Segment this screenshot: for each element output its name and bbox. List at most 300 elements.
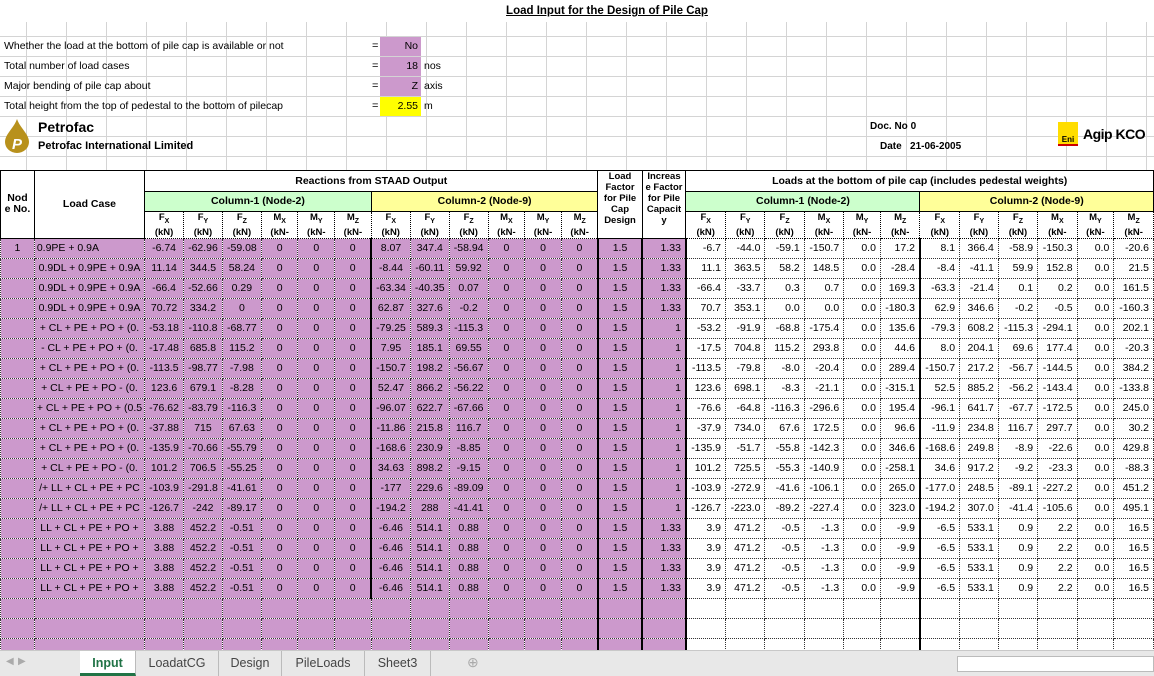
reaction-value-cell[interactable]: 715 <box>184 418 223 438</box>
reaction-value-cell[interactable]: 0 <box>335 298 372 318</box>
reaction-value-cell[interactable]: 115.2 <box>222 338 261 358</box>
load-case-cell[interactable]: /+ LL + CL + PE + PC <box>34 478 144 498</box>
node-no-cell[interactable] <box>1 418 35 438</box>
reaction-value-cell[interactable]: 67.63 <box>222 418 261 438</box>
empty-cell[interactable] <box>642 618 686 638</box>
load-factor-cell[interactable]: 1.5 <box>598 478 642 498</box>
reaction-value-cell[interactable]: 0 <box>488 518 525 538</box>
reaction-value-cell[interactable]: -89.09 <box>449 478 488 498</box>
reaction-value-cell[interactable]: 0.88 <box>449 578 488 598</box>
reaction-value-cell[interactable]: 0 <box>298 458 335 478</box>
reaction-value-cell[interactable]: 679.1 <box>184 378 223 398</box>
reaction-value-cell[interactable]: 0 <box>335 458 372 478</box>
reaction-value-cell[interactable]: 0 <box>488 418 525 438</box>
add-sheet-icon[interactable]: ⊕ <box>467 654 479 670</box>
load-case-cell[interactable]: + CL + PE + PO + (0.5 <box>34 398 144 418</box>
reaction-value-cell[interactable]: 0 <box>561 338 598 358</box>
reaction-value-cell[interactable]: 0 <box>525 418 562 438</box>
reaction-value-cell[interactable]: 0 <box>488 238 525 258</box>
reaction-value-cell[interactable]: -126.7 <box>145 498 184 518</box>
reaction-value-cell[interactable]: 0 <box>561 518 598 538</box>
reaction-value-cell[interactable]: -76.62 <box>145 398 184 418</box>
reaction-value-cell[interactable]: -56.67 <box>449 358 488 378</box>
node-no-cell[interactable]: 1 <box>1 238 35 258</box>
empty-cell[interactable] <box>222 598 261 618</box>
reaction-value-cell[interactable]: 0 <box>298 398 335 418</box>
reaction-value-cell[interactable]: 0 <box>261 358 298 378</box>
reaction-value-cell[interactable]: 0 <box>298 518 335 538</box>
reaction-value-cell[interactable]: 0 <box>525 298 562 318</box>
empty-cell[interactable] <box>488 618 525 638</box>
reaction-value-cell[interactable]: -8.28 <box>222 378 261 398</box>
increase-factor-cell[interactable]: 1.33 <box>642 278 686 298</box>
reaction-value-cell[interactable]: 706.5 <box>184 458 223 478</box>
increase-factor-cell[interactable]: 1 <box>642 398 686 418</box>
empty-cell[interactable] <box>561 598 598 618</box>
reaction-value-cell[interactable]: 0 <box>261 478 298 498</box>
reaction-value-cell[interactable]: 0 <box>298 438 335 458</box>
increase-factor-cell[interactable]: 1.33 <box>642 518 686 538</box>
empty-cell[interactable] <box>765 598 804 618</box>
empty-cell[interactable] <box>844 618 881 638</box>
empty-cell[interactable] <box>960 618 999 638</box>
increase-factor-cell[interactable]: 1 <box>642 478 686 498</box>
load-case-cell[interactable]: /+ LL + CL + PE + PC <box>34 498 144 518</box>
reaction-value-cell[interactable]: 452.2 <box>184 518 223 538</box>
reaction-value-cell[interactable]: 0 <box>298 378 335 398</box>
node-no-cell[interactable] <box>1 278 35 298</box>
reaction-value-cell[interactable]: 0 <box>561 278 598 298</box>
reaction-value-cell[interactable]: -89.17 <box>222 498 261 518</box>
reaction-value-cell[interactable]: -168.6 <box>371 438 410 458</box>
reaction-value-cell[interactable]: 0 <box>561 418 598 438</box>
reaction-value-cell[interactable]: -11.86 <box>371 418 410 438</box>
reaction-value-cell[interactable]: 62.87 <box>371 298 410 318</box>
reaction-value-cell[interactable]: -242 <box>184 498 223 518</box>
reaction-value-cell[interactable]: 0 <box>525 338 562 358</box>
sheet-tab-sheet3[interactable]: Sheet3 <box>365 651 431 676</box>
empty-cell[interactable] <box>335 618 372 638</box>
empty-cell[interactable] <box>1 598 35 618</box>
reaction-value-cell[interactable]: 8.07 <box>371 238 410 258</box>
empty-cell[interactable] <box>920 598 960 618</box>
reaction-value-cell[interactable]: -83.79 <box>184 398 223 418</box>
increase-factor-cell[interactable]: 1.33 <box>642 298 686 318</box>
reaction-value-cell[interactable]: 622.7 <box>410 398 449 418</box>
reaction-value-cell[interactable]: 123.6 <box>145 378 184 398</box>
load-factor-cell[interactable]: 1.5 <box>598 418 642 438</box>
empty-cell[interactable] <box>371 618 410 638</box>
reaction-value-cell[interactable]: -291.8 <box>184 478 223 498</box>
reaction-value-cell[interactable]: 0 <box>488 278 525 298</box>
load-factor-cell[interactable]: 1.5 <box>598 378 642 398</box>
node-no-cell[interactable] <box>1 478 35 498</box>
load-factor-cell[interactable]: 1.5 <box>598 558 642 578</box>
node-no-cell[interactable] <box>1 578 35 598</box>
empty-cell[interactable] <box>449 618 488 638</box>
load-factor-cell[interactable]: 1.5 <box>598 278 642 298</box>
empty-cell[interactable] <box>1114 618 1154 638</box>
reaction-value-cell[interactable]: 0 <box>525 278 562 298</box>
reaction-value-cell[interactable]: 0 <box>298 498 335 518</box>
empty-cell[interactable] <box>960 598 999 618</box>
reaction-value-cell[interactable]: 0 <box>561 478 598 498</box>
load-case-cell[interactable]: LL + CL + PE + PO + <box>34 578 144 598</box>
reaction-value-cell[interactable]: 0 <box>298 478 335 498</box>
node-no-cell[interactable] <box>1 438 35 458</box>
empty-cell[interactable] <box>222 618 261 638</box>
load-factor-cell[interactable]: 1.5 <box>598 458 642 478</box>
empty-cell[interactable] <box>725 598 764 618</box>
reaction-value-cell[interactable]: 0 <box>488 378 525 398</box>
node-no-cell[interactable] <box>1 518 35 538</box>
node-no-cell[interactable] <box>1 338 35 358</box>
reaction-value-cell[interactable]: -150.7 <box>371 358 410 378</box>
reaction-value-cell[interactable]: 0 <box>298 558 335 578</box>
reaction-value-cell[interactable]: 0 <box>335 378 372 398</box>
reaction-value-cell[interactable]: 0 <box>298 298 335 318</box>
increase-factor-cell[interactable]: 1 <box>642 498 686 518</box>
load-case-cell[interactable]: LL + CL + PE + PO + <box>34 518 144 538</box>
reaction-value-cell[interactable]: -6.46 <box>371 538 410 558</box>
reaction-value-cell[interactable]: 0 <box>335 478 372 498</box>
reaction-value-cell[interactable]: 0 <box>525 558 562 578</box>
reaction-value-cell[interactable]: 0 <box>488 338 525 358</box>
reaction-value-cell[interactable]: 0 <box>561 498 598 518</box>
reaction-value-cell[interactable]: 452.2 <box>184 538 223 558</box>
empty-cell[interactable] <box>686 618 726 638</box>
load-factor-cell[interactable]: 1.5 <box>598 578 642 598</box>
reaction-value-cell[interactable]: 0 <box>525 498 562 518</box>
reaction-value-cell[interactable]: -68.77 <box>222 318 261 338</box>
reaction-value-cell[interactable]: 0.88 <box>449 558 488 578</box>
reaction-value-cell[interactable]: 452.2 <box>184 578 223 598</box>
empty-cell[interactable] <box>725 618 764 638</box>
reaction-value-cell[interactable]: 0 <box>261 418 298 438</box>
reaction-value-cell[interactable]: 0 <box>261 378 298 398</box>
empty-cell[interactable] <box>145 618 184 638</box>
reaction-value-cell[interactable]: -55.25 <box>222 458 261 478</box>
reaction-value-cell[interactable]: -66.4 <box>145 278 184 298</box>
reaction-value-cell[interactable]: 0 <box>261 398 298 418</box>
empty-cell[interactable] <box>598 618 642 638</box>
empty-cell[interactable] <box>145 598 184 618</box>
increase-factor-cell[interactable]: 1.33 <box>642 238 686 258</box>
reaction-value-cell[interactable]: 898.2 <box>410 458 449 478</box>
load-factor-cell[interactable]: 1.5 <box>598 258 642 278</box>
reaction-value-cell[interactable]: 288 <box>410 498 449 518</box>
reaction-value-cell[interactable]: 0 <box>261 578 298 598</box>
increase-factor-cell[interactable]: 1 <box>642 378 686 398</box>
empty-cell[interactable] <box>449 598 488 618</box>
empty-cell[interactable] <box>34 598 144 618</box>
input-value[interactable]: 18 <box>380 57 421 76</box>
increase-factor-cell[interactable]: 1 <box>642 458 686 478</box>
reaction-value-cell[interactable]: 344.5 <box>184 258 223 278</box>
load-case-cell[interactable]: + CL + PE + PO - (0. <box>34 378 144 398</box>
node-no-cell[interactable] <box>1 378 35 398</box>
reaction-value-cell[interactable]: 0 <box>525 458 562 478</box>
reaction-value-cell[interactable]: 0 <box>335 258 372 278</box>
reaction-value-cell[interactable]: -0.51 <box>222 518 261 538</box>
node-no-cell[interactable] <box>1 498 35 518</box>
load-factor-cell[interactable]: 1.5 <box>598 358 642 378</box>
node-no-cell[interactable] <box>1 358 35 378</box>
increase-factor-cell[interactable]: 1 <box>642 418 686 438</box>
reaction-value-cell[interactable]: 34.63 <box>371 458 410 478</box>
reaction-value-cell[interactable]: 7.95 <box>371 338 410 358</box>
reaction-value-cell[interactable]: 59.92 <box>449 258 488 278</box>
reaction-value-cell[interactable]: 0 <box>488 478 525 498</box>
load-factor-cell[interactable]: 1.5 <box>598 518 642 538</box>
reaction-value-cell[interactable]: -67.66 <box>449 398 488 418</box>
reaction-value-cell[interactable]: -6.74 <box>145 238 184 258</box>
load-case-cell[interactable]: + CL + PE + PO - (0. <box>34 458 144 478</box>
empty-cell[interactable] <box>561 618 598 638</box>
reaction-value-cell[interactable]: -7.98 <box>222 358 261 378</box>
node-no-cell[interactable] <box>1 298 35 318</box>
reaction-value-cell[interactable]: -41.61 <box>222 478 261 498</box>
reaction-value-cell[interactable]: 0 <box>488 258 525 278</box>
empty-cell[interactable] <box>298 618 335 638</box>
reaction-value-cell[interactable]: 0 <box>335 578 372 598</box>
reaction-value-cell[interactable]: 229.6 <box>410 478 449 498</box>
reaction-value-cell[interactable]: 0 <box>261 298 298 318</box>
reaction-value-cell[interactable]: 866.2 <box>410 378 449 398</box>
reaction-value-cell[interactable]: 0 <box>335 278 372 298</box>
reaction-value-cell[interactable]: 0 <box>298 258 335 278</box>
empty-cell[interactable] <box>298 598 335 618</box>
reaction-value-cell[interactable]: 0 <box>525 238 562 258</box>
reaction-value-cell[interactable]: -55.79 <box>222 438 261 458</box>
reaction-value-cell[interactable]: 116.7 <box>449 418 488 438</box>
reaction-value-cell[interactable]: -116.3 <box>222 398 261 418</box>
reaction-value-cell[interactable]: 0 <box>298 418 335 438</box>
reaction-value-cell[interactable]: 0 <box>261 258 298 278</box>
empty-cell[interactable] <box>998 618 1037 638</box>
reaction-value-cell[interactable]: -194.2 <box>371 498 410 518</box>
reaction-value-cell[interactable]: 0 <box>298 358 335 378</box>
reaction-value-cell[interactable]: 0 <box>525 478 562 498</box>
empty-cell[interactable] <box>34 618 144 638</box>
reaction-value-cell[interactable]: 0.88 <box>449 538 488 558</box>
reaction-value-cell[interactable]: 514.1 <box>410 578 449 598</box>
empty-cell[interactable] <box>525 618 562 638</box>
reaction-value-cell[interactable]: 0 <box>488 458 525 478</box>
node-no-cell[interactable] <box>1 398 35 418</box>
load-case-cell[interactable]: + CL + PE + PO + (0. <box>34 358 144 378</box>
load-case-cell[interactable]: 0.9DL + 0.9PE + 0.9A <box>34 258 144 278</box>
reaction-value-cell[interactable]: 0 <box>298 318 335 338</box>
reaction-value-cell[interactable]: 0 <box>525 358 562 378</box>
reaction-value-cell[interactable]: 3.88 <box>145 538 184 558</box>
reaction-value-cell[interactable]: 0 <box>525 538 562 558</box>
node-no-cell[interactable] <box>1 538 35 558</box>
reaction-value-cell[interactable]: -0.51 <box>222 578 261 598</box>
reaction-value-cell[interactable]: 0 <box>298 578 335 598</box>
reaction-value-cell[interactable]: 0 <box>561 398 598 418</box>
load-case-cell[interactable]: 0.9PE + 0.9A <box>34 238 144 258</box>
horizontal-scrollbar[interactable] <box>957 656 1154 672</box>
load-factor-cell[interactable]: 1.5 <box>598 498 642 518</box>
increase-factor-cell[interactable]: 1 <box>642 318 686 338</box>
reaction-value-cell[interactable]: 0 <box>335 238 372 258</box>
reaction-value-cell[interactable]: -52.66 <box>184 278 223 298</box>
increase-factor-cell[interactable]: 1.33 <box>642 258 686 278</box>
load-case-cell[interactable]: 0.9DL + 0.9PE + 0.9A <box>34 298 144 318</box>
load-case-cell[interactable]: LL + CL + PE + PO + <box>34 538 144 558</box>
reaction-value-cell[interactable]: -135.9 <box>145 438 184 458</box>
empty-cell[interactable] <box>998 598 1037 618</box>
reaction-value-cell[interactable]: -58.94 <box>449 238 488 258</box>
reaction-value-cell[interactable]: -41.41 <box>449 498 488 518</box>
reaction-value-cell[interactable]: 0 <box>488 358 525 378</box>
node-no-cell[interactable] <box>1 258 35 278</box>
reaction-value-cell[interactable]: 0 <box>335 418 372 438</box>
empty-cell[interactable] <box>642 598 686 618</box>
reaction-value-cell[interactable]: 0 <box>488 438 525 458</box>
reaction-value-cell[interactable]: 0 <box>261 338 298 358</box>
load-case-cell[interactable]: 0.9DL + 0.9PE + 0.9A <box>34 278 144 298</box>
sheet-tab-loadatcg[interactable]: LoadatCG <box>136 651 219 676</box>
node-no-cell[interactable] <box>1 558 35 578</box>
reaction-value-cell[interactable]: 0 <box>488 398 525 418</box>
reaction-value-cell[interactable]: -60.11 <box>410 258 449 278</box>
reaction-value-cell[interactable]: -177 <box>371 478 410 498</box>
empty-cell[interactable] <box>880 618 920 638</box>
reaction-value-cell[interactable]: -110.8 <box>184 318 223 338</box>
reaction-value-cell[interactable]: 0 <box>488 498 525 518</box>
reaction-value-cell[interactable]: -0.51 <box>222 558 261 578</box>
reaction-value-cell[interactable]: 0 <box>561 438 598 458</box>
reaction-value-cell[interactable]: 589.3 <box>410 318 449 338</box>
load-case-cell[interactable]: + CL + PE + PO + (0. <box>34 318 144 338</box>
empty-cell[interactable] <box>765 618 804 638</box>
reaction-value-cell[interactable]: -62.96 <box>184 238 223 258</box>
empty-cell[interactable] <box>261 598 298 618</box>
reaction-value-cell[interactable]: 0 <box>335 358 372 378</box>
reaction-value-cell[interactable]: -115.3 <box>449 318 488 338</box>
increase-factor-cell[interactable]: 1.33 <box>642 558 686 578</box>
reaction-value-cell[interactable]: 0 <box>525 438 562 458</box>
empty-cell[interactable] <box>261 618 298 638</box>
reaction-value-cell[interactable]: 0 <box>261 278 298 298</box>
reaction-value-cell[interactable]: 0.29 <box>222 278 261 298</box>
empty-cell[interactable] <box>1077 618 1114 638</box>
empty-cell[interactable] <box>844 598 881 618</box>
reaction-value-cell[interactable]: 0 <box>335 538 372 558</box>
empty-cell[interactable] <box>880 598 920 618</box>
empty-cell[interactable] <box>410 618 449 638</box>
reaction-value-cell[interactable]: 0 <box>488 558 525 578</box>
reaction-value-cell[interactable]: 0 <box>335 338 372 358</box>
reaction-value-cell[interactable]: 0 <box>261 558 298 578</box>
empty-cell[interactable] <box>804 598 843 618</box>
reaction-value-cell[interactable]: 230.9 <box>410 438 449 458</box>
load-factor-cell[interactable]: 1.5 <box>598 438 642 458</box>
reaction-value-cell[interactable]: 0 <box>561 358 598 378</box>
increase-factor-cell[interactable]: 1 <box>642 338 686 358</box>
empty-cell[interactable] <box>335 598 372 618</box>
reaction-value-cell[interactable]: 0 <box>561 378 598 398</box>
reaction-value-cell[interactable]: 0 <box>222 298 261 318</box>
increase-factor-cell[interactable]: 1.33 <box>642 578 686 598</box>
reaction-value-cell[interactable]: 0 <box>335 438 372 458</box>
reaction-value-cell[interactable]: -70.66 <box>184 438 223 458</box>
reaction-value-cell[interactable]: 0 <box>261 538 298 558</box>
reaction-value-cell[interactable]: 0.88 <box>449 518 488 538</box>
reaction-value-cell[interactable]: 347.4 <box>410 238 449 258</box>
reaction-value-cell[interactable]: 0 <box>525 518 562 538</box>
input-value[interactable]: 2.55 <box>380 97 421 116</box>
load-case-cell[interactable]: + CL + PE + PO + (0. <box>34 418 144 438</box>
reaction-value-cell[interactable]: 0 <box>561 578 598 598</box>
load-case-cell[interactable]: LL + CL + PE + PO + <box>34 558 144 578</box>
reaction-value-cell[interactable]: 215.8 <box>410 418 449 438</box>
reaction-value-cell[interactable]: -56.22 <box>449 378 488 398</box>
reaction-value-cell[interactable]: 0 <box>261 438 298 458</box>
sheet-tab-input[interactable]: Input <box>80 651 136 676</box>
increase-factor-cell[interactable]: 1.33 <box>642 538 686 558</box>
empty-cell[interactable] <box>804 618 843 638</box>
reaction-value-cell[interactable]: 0 <box>261 318 298 338</box>
reaction-value-cell[interactable]: 0 <box>561 238 598 258</box>
empty-cell[interactable] <box>1114 598 1154 618</box>
load-factor-cell[interactable]: 1.5 <box>598 318 642 338</box>
reaction-value-cell[interactable]: 58.24 <box>222 258 261 278</box>
reaction-value-cell[interactable]: -40.35 <box>410 278 449 298</box>
reaction-value-cell[interactable]: 0 <box>561 258 598 278</box>
reaction-value-cell[interactable]: 0 <box>561 558 598 578</box>
reaction-value-cell[interactable]: 0 <box>261 498 298 518</box>
reaction-value-cell[interactable]: 3.88 <box>145 558 184 578</box>
reaction-value-cell[interactable]: 0 <box>298 338 335 358</box>
reaction-value-cell[interactable]: 0 <box>561 458 598 478</box>
load-factor-cell[interactable]: 1.5 <box>598 538 642 558</box>
reaction-value-cell[interactable]: 514.1 <box>410 558 449 578</box>
reaction-value-cell[interactable]: -63.34 <box>371 278 410 298</box>
reaction-value-cell[interactable]: 0.07 <box>449 278 488 298</box>
reaction-value-cell[interactable]: 0 <box>261 458 298 478</box>
reaction-value-cell[interactable]: 101.2 <box>145 458 184 478</box>
load-factor-cell[interactable]: 1.5 <box>598 298 642 318</box>
reaction-value-cell[interactable]: -6.46 <box>371 558 410 578</box>
increase-factor-cell[interactable]: 1 <box>642 358 686 378</box>
empty-cell[interactable] <box>184 618 223 638</box>
input-value[interactable]: No <box>380 37 421 56</box>
empty-cell[interactable] <box>1077 598 1114 618</box>
reaction-value-cell[interactable]: 0 <box>335 558 372 578</box>
reaction-value-cell[interactable]: 0 <box>525 378 562 398</box>
reaction-value-cell[interactable]: 52.47 <box>371 378 410 398</box>
reaction-value-cell[interactable]: 0 <box>488 318 525 338</box>
reaction-value-cell[interactable]: 0 <box>561 318 598 338</box>
empty-cell[interactable] <box>184 598 223 618</box>
reaction-value-cell[interactable]: 3.88 <box>145 578 184 598</box>
load-case-cell[interactable]: - CL + PE + PO + (0. <box>34 338 144 358</box>
load-factor-cell[interactable]: 1.5 <box>598 238 642 258</box>
scroll-right-icon[interactable]: ▶ <box>18 656 26 667</box>
load-case-cell[interactable]: + CL + PE + PO + (0. <box>34 438 144 458</box>
reaction-value-cell[interactable]: -6.46 <box>371 518 410 538</box>
empty-cell[interactable] <box>410 598 449 618</box>
empty-cell[interactable] <box>371 598 410 618</box>
empty-cell[interactable] <box>598 598 642 618</box>
empty-cell[interactable] <box>686 598 726 618</box>
reaction-value-cell[interactable]: 0 <box>298 278 335 298</box>
reaction-value-cell[interactable]: -6.46 <box>371 578 410 598</box>
node-no-cell[interactable] <box>1 458 35 478</box>
